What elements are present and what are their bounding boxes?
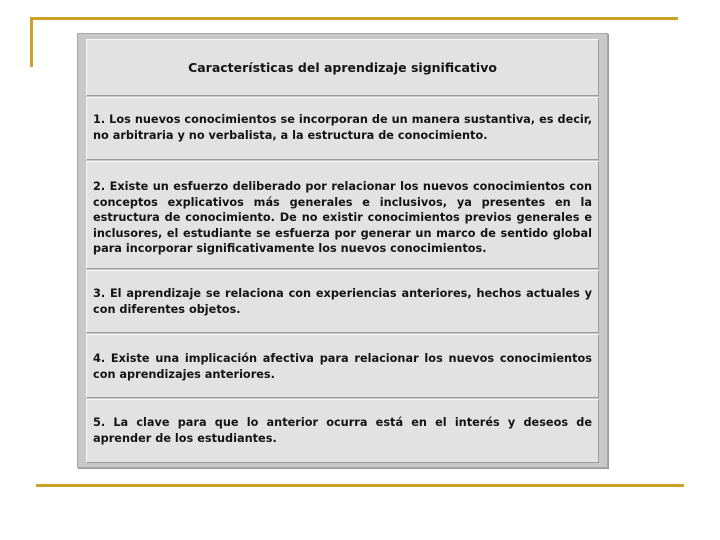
table-row-1: 1. Los nuevos conocimientos se incorporan de un manera sustantiva, es decir, no arbitraria y no verbalista, a la estructura de conocimiento. (86, 97, 599, 160)
table-row-4: 4. Existe una implicación afectiva para relacionar los nuevos conocimientos con aprendizajes anteriores. (86, 334, 599, 398)
slide-left-rule (30, 17, 33, 67)
table-row-2: 2. Existe un esfuerzo deliberado por relacionar los nuevos conocimientos con conceptos explicativos más generales e inclusivos, ya presentes en la estructura de conocimiento. De no existir conocimientos previos generales e inclusores, el estudiante se esfuerza por generar un marco de sentido global para incorporar significativamente los nuevos conocimientos. (86, 161, 599, 269)
table-row-3: 3. El aprendizaje se relaciona con experiencias anteriores, hechos actuales y con diferentes objetos. (86, 270, 599, 333)
table-row-5: 5. La clave para que lo anterior ocurra está en el interés y deseos de aprender de los estudiantes. (86, 399, 599, 463)
characteristics-table (77, 33, 608, 468)
table-title: Características del aprendizaje significativo (86, 39, 599, 96)
slide-top-rule (30, 17, 678, 20)
slide-bottom-rule (36, 484, 684, 487)
